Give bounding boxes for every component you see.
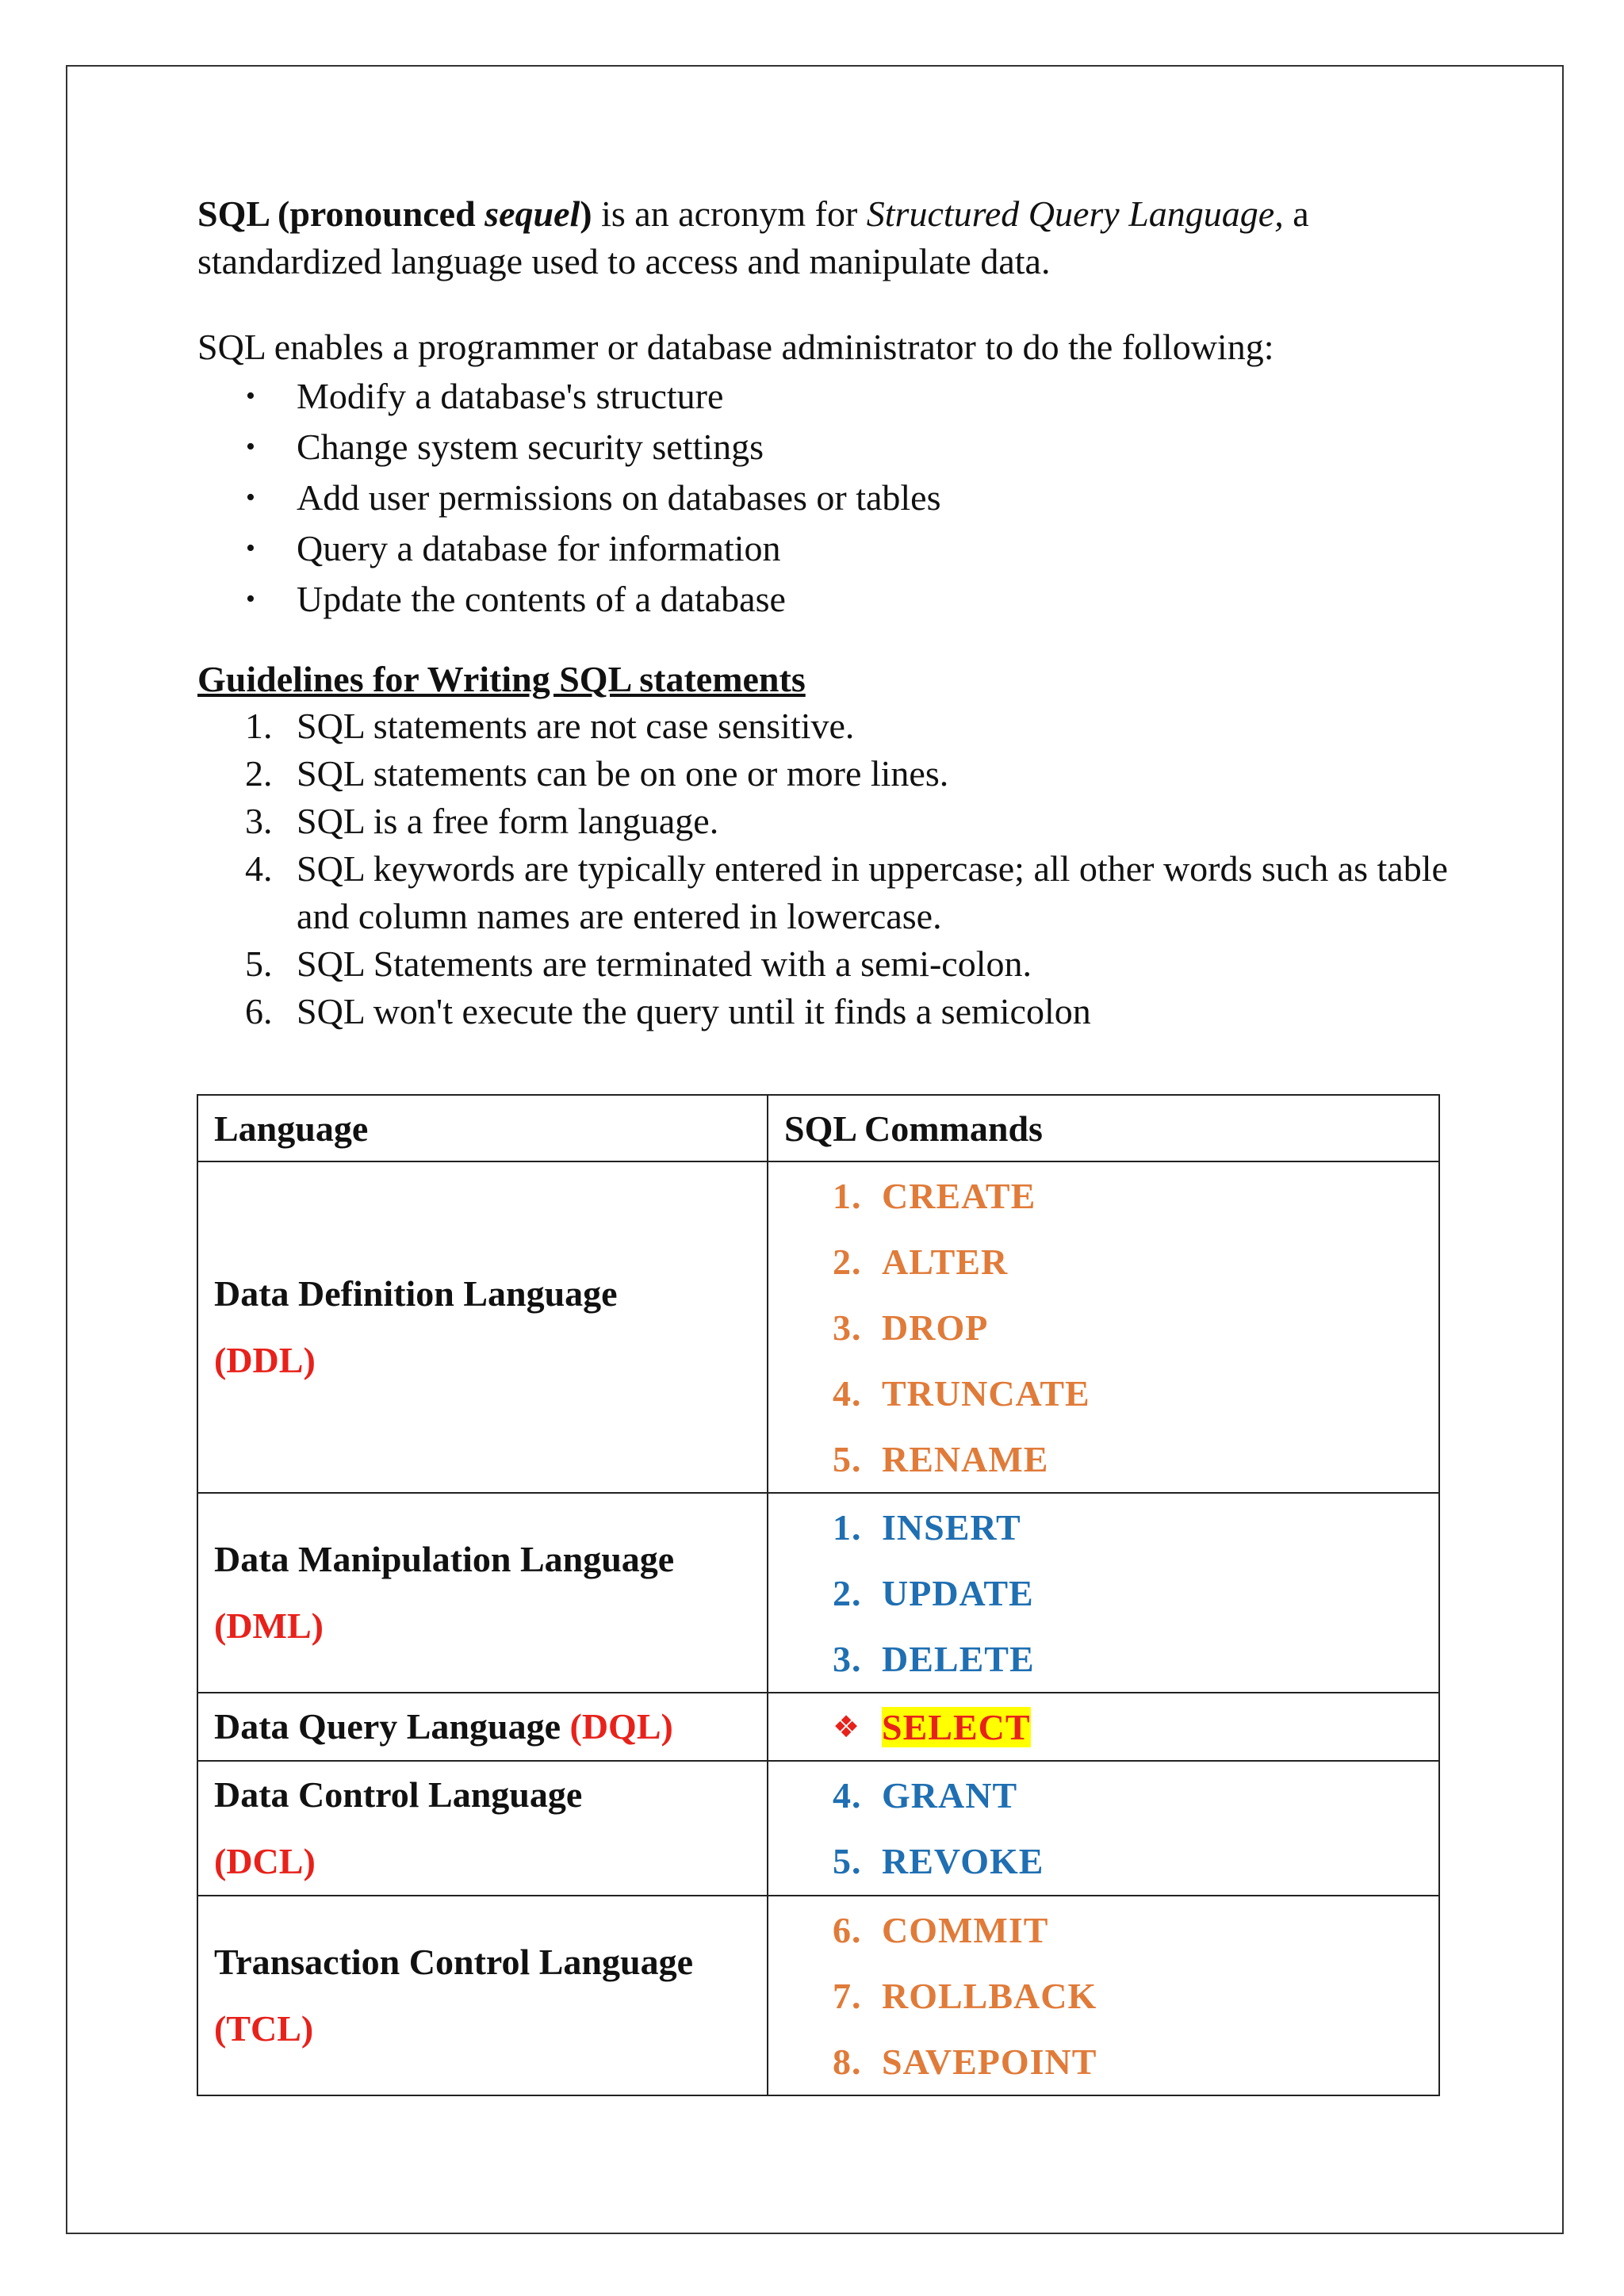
command-item: 2. UPDATE [833,1572,1034,1613]
command-item: 6. COMMIT [833,1909,1049,1950]
list-item: 3. SQL is a free form language. [245,801,719,841]
intro-paragraph: SQL (pronounced sequel) is an acronym for Structured Query Language, a standardized language used to access and manipulate data. [197,193,1309,281]
language-name: Data Definition Language [214,1273,618,1314]
language-name: Data Control Language [214,1774,583,1815]
language-abbr: (DQL) [569,1706,673,1747]
list-item: • Change system security settings [197,422,1450,473]
language-name: Transaction Control Language [214,1942,694,1982]
command-item: 4. TRUNCATE [833,1372,1090,1414]
diamond-bullet-icon: ❖ [833,1709,861,1744]
command-item: 5. RENAME [833,1438,1049,1479]
table-row-dml [197,1493,1439,1693]
language-name: Data Query Language [214,1706,570,1747]
highlighted-command: SELECT [882,1706,1031,1747]
commands-cell [768,1493,1439,1693]
capabilities-intro: SQL enables a programmer or database administrator to do the following: [197,327,1274,367]
guidelines-heading: Guidelines for Writing SQL statements [197,659,806,699]
list-item: 6. SQL won't execute the query until it finds a semicolon [245,991,1091,1031]
command-list [768,1694,1438,1760]
command-item: 3. DROP [833,1307,989,1348]
commands-cell [768,1693,1439,1761]
language-abbr: (DCL) [214,1841,316,1881]
list-item: • Modify a database's structure [197,371,1450,422]
sql-commands-table [197,1094,1440,2096]
command-item: 4. GRANT [833,1775,1018,1816]
command-list [768,1163,1438,1492]
header-language: Language [197,1095,768,1161]
list-item: 1. SQL statements are not case sensitive. [245,706,855,746]
header-sql-commands: SQL Commands [768,1095,1439,1161]
command-list [768,1494,1438,1692]
command-item: 8. SAVEPOINT [833,2041,1097,2082]
list-item: • Query a database for information [197,523,1450,574]
command-item: 1. CREATE [833,1175,1036,1216]
bullet-icon: • [246,483,255,512]
command-item [833,1694,1438,1760]
bullet-icon: • [246,534,255,563]
command-item: 5. REVOKE [833,1841,1044,1881]
language-abbr: (TCL) [214,2008,314,2049]
document-body [197,190,1450,1035]
table-row-tcl [197,1896,1439,2095]
capabilities-list [197,371,1450,625]
table-row-ddl [197,1161,1439,1493]
language-abbr: (DDL) [214,1340,316,1380]
bullet-icon: • [246,584,255,614]
list-item: 5. SQL Statements are terminated with a semi-colon. [245,943,1032,984]
commands-cell [768,1896,1439,2095]
commands-cell [768,1161,1439,1493]
command-list [768,1762,1438,1894]
command-list [768,1897,1438,2095]
language-cell [197,1693,768,1761]
language-cell [197,1161,768,1493]
bullet-icon: • [246,432,255,461]
command-item: 7. ROLLBACK [833,1975,1097,2016]
guidelines-list [197,702,1450,1035]
table-header-row [197,1095,1439,1161]
list-item: 4. SQL keywords are typically entered in uppercase; all other words such as table and column names are entered in lowercase. [245,848,1448,936]
table-row-dcl [197,1761,1439,1896]
language-cell [197,1761,768,1896]
list-item: • Add user permissions on databases or tables [197,473,1450,523]
table-row-dql [197,1693,1439,1761]
command-item: 1. INSERT [833,1506,1021,1548]
command-item: 3. DELETE [833,1638,1035,1679]
command-item: 2. ALTER [833,1241,1009,1282]
list-item: • Update the contents of a database [197,574,1450,625]
language-abbr: (DML) [214,1605,324,1646]
bullet-icon: • [246,381,255,411]
commands-cell [768,1761,1439,1896]
language-name: Data Manipulation Language [214,1539,675,1579]
language-cell [197,1896,768,2095]
language-cell [197,1493,768,1693]
list-item: 2. SQL statements can be on one or more lines. [245,753,949,794]
